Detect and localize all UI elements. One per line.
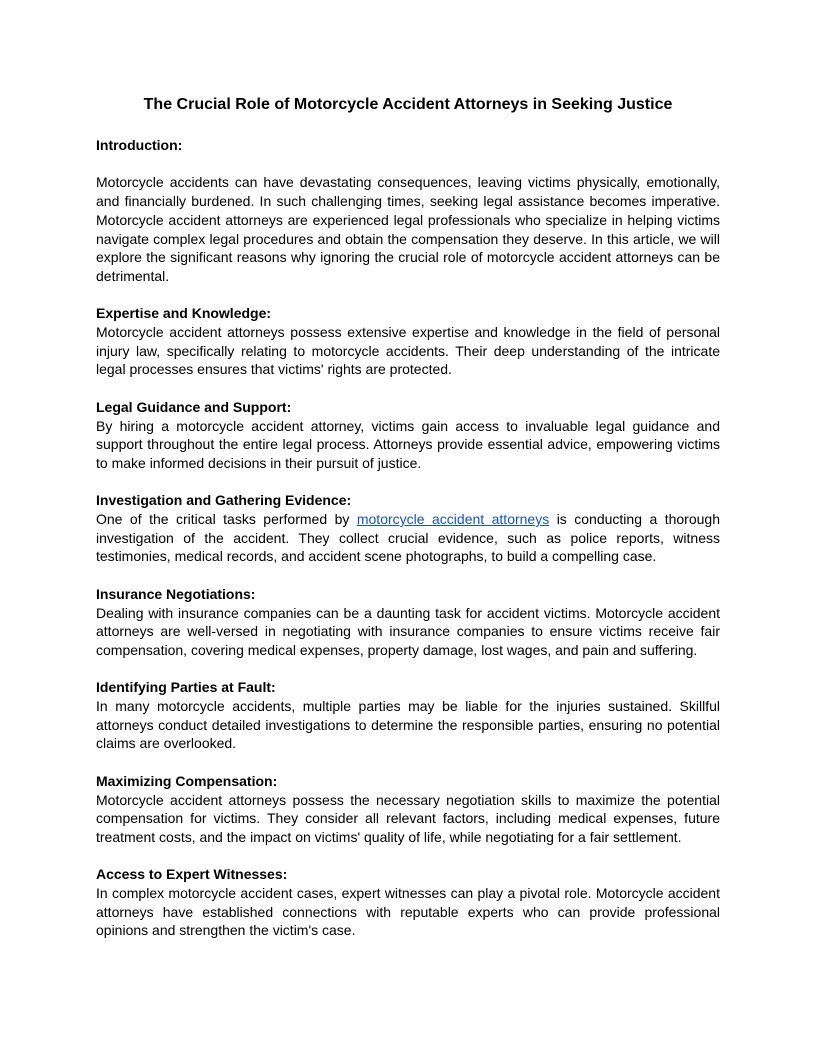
attorneys-link[interactable]: motorcycle accident attorneys — [356, 511, 550, 527]
section-body-text-before-link: One of the critical tasks performed by — [96, 511, 357, 527]
section-body: In many motorcycle accidents, multiple parties may be liable for the injuries sustained. Skillful attorneys conduct detailed investigations to determine the responsible parties, ensuring no potential claims are overlooked. — [96, 698, 720, 752]
section-heading: Identifying Parties at Fault: — [96, 679, 276, 696]
section-heading: Legal Guidance and Support: — [96, 398, 292, 415]
section-body: By hiring a motorcycle accident attorney, victims gain access to invaluable legal guidance and support throughout the entire legal process. Attorneys provide essential advice, empowering victims to make informed decisions in their pursuit of justice. — [96, 417, 720, 471]
section-parties-at-fault — [96, 678, 720, 753]
section-body — [96, 510, 720, 566]
section-insurance — [96, 585, 720, 660]
section-body: In complex motorcycle accident cases, expert witnesses can play a pivotal role. Motorcycle accident attorneys have established connections with reputable experts who can provide professional opinions and strengthen the victim's case. — [96, 885, 720, 939]
section-expertise — [96, 304, 720, 379]
section-compensation — [96, 772, 720, 847]
section-body: Motorcycle accident attorneys possess the necessary negotiation skills to maximize the potential compensation for victims. They consider all relevant factors, including medical expenses, future treatment costs, and the impact on victims' quality of life, while negotiating for a fair settlement. — [96, 791, 720, 845]
section-expert-witnesses — [96, 865, 720, 940]
section-body: Dealing with insurance companies can be a daunting task for accident victims. Motorcycle accident attorneys are well-versed in negotiating with insurance companies to ensure victims receive fair compensation, covering medical expenses, property damage, lost wages, and pain and suffering. — [96, 604, 720, 658]
document-title: The Crucial Role of Motorcycle Accident Attorneys in Seeking Justice — [143, 96, 673, 113]
section-body-text-after-link: is conducting a thorough investigation of the accident. They collect crucial evidence, such as police reports, witness testimonies, medical records, and accident scene photographs, to build a compelling case. — [96, 511, 720, 565]
section-legal-guidance — [96, 398, 720, 473]
section-body: Motorcycle accident attorneys possess extensive expertise and knowledge in the field of personal injury law, specifically relating to motorcycle accidents. Their deep understanding of the intricate legal processes ensures that victims' rights are protected. — [96, 324, 720, 378]
section-heading: Insurance Negotiations: — [96, 585, 256, 602]
intro-heading: Introduction: — [96, 137, 183, 153]
section-investigation — [96, 491, 720, 566]
document-page — [96, 94, 720, 959]
section-heading: Expertise and Knowledge: — [96, 305, 272, 322]
intro-paragraph: Motorcycle accidents can have devastating consequences, leaving victims physically, emotionally, and financially burdened. In such challenging times, seeking legal assistance becomes imperative. Motorcycle accident attorneys are experienced legal professionals who specialize in helping victims navigate complex legal procedures and obtain the compensation they deserve. In this article, we will explore the significant reasons why ignoring the crucial role of motorcycle accident attorneys can be detrimental. — [96, 174, 720, 284]
section-heading: Maximizing Compensation: — [96, 772, 278, 789]
section-heading: Access to Expert Witnesses: — [96, 866, 288, 883]
section-heading: Investigation and Gathering Evidence: — [96, 492, 352, 509]
